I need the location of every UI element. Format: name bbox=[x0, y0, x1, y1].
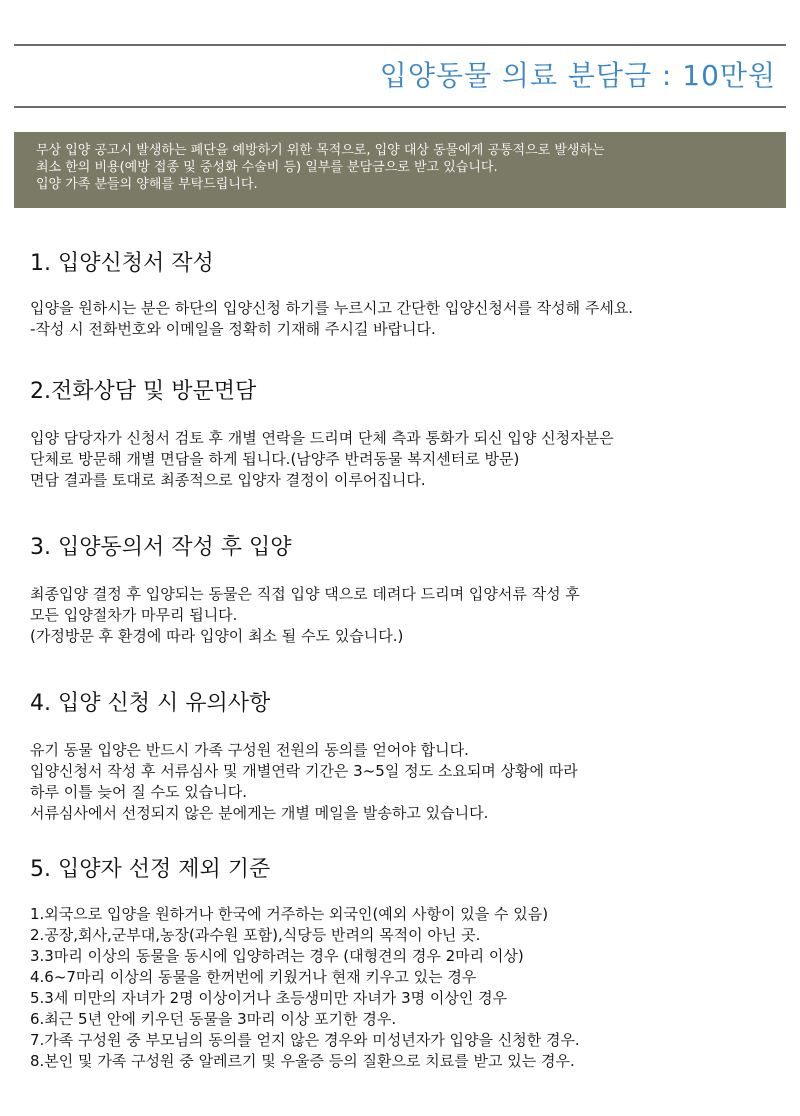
page-title: 입양동물 의료 분담금 : 10만원 bbox=[379, 59, 776, 92]
section-body-adoption-agreement bbox=[30, 584, 580, 647]
list-item: 1.외국으로 입양을 원하거나 한국에 거주하는 외국인(예외 사항이 있을 수 있음) bbox=[30, 905, 549, 923]
section-body-phone-interview bbox=[30, 428, 614, 491]
body-line: 모든 입양절차가 마무리 됩니다. bbox=[30, 606, 238, 624]
list-item: 3.3마리 이상의 동물을 동시에 입양하려는 경우 (대형견의 경우 2마리 이상) bbox=[30, 947, 524, 965]
section-title-phone-interview: 2.전화상담 및 방문면담 bbox=[30, 379, 257, 404]
body-line: 서류심사에서 선정되지 않은 분에게는 개별 메일을 발송하고 있습니다. bbox=[30, 804, 489, 822]
list-item: 6.최근 5년 안에 키우던 동물을 3마리 이상 포기한 경우. bbox=[30, 1010, 397, 1028]
header-bottom-divider bbox=[14, 106, 786, 108]
section-body-precautions bbox=[30, 740, 578, 824]
body-line: 입양 담당자가 신청서 검토 후 개별 연락을 드리며 단체 측과 통화가 되신 입양 신청자분은 bbox=[30, 429, 614, 447]
section-title-exclusion-criteria: 5. 입양자 선정 제외 기준 bbox=[30, 857, 271, 882]
list-item: 8.본인 및 가족 구성원 중 알레르기 및 우울증 등의 질환으로 치료를 받고 있는 경우. bbox=[30, 1052, 575, 1070]
notice-box bbox=[14, 132, 786, 208]
section-title-adoption-agreement: 3. 입양동의서 작성 후 입양 bbox=[30, 535, 292, 560]
list-item: 7.가족 구성원 중 부모님의 동의를 얻지 않은 경우와 미성년자가 입양을 신청한 경우. bbox=[30, 1031, 580, 1049]
section-body-exclusion-criteria bbox=[30, 904, 580, 1072]
list-item: 2.공장,회사,군부대,농장(과수원 포함),식당등 반려의 목적이 아닌 곳. bbox=[30, 926, 481, 944]
section-title-precautions: 4. 입양 신청 시 유의사항 bbox=[30, 691, 271, 716]
body-line: 최종입양 결정 후 입양되는 동물은 직접 입양 댁으로 데려다 드리며 입양서류 작성 후 bbox=[30, 585, 580, 603]
body-line: (가정방문 후 환경에 따라 입양이 최소 될 수도 있습니다.) bbox=[30, 627, 404, 645]
section-body-application-form bbox=[30, 298, 633, 340]
body-line: 단체로 방문해 개별 면담을 하게 됩니다.(남양주 반려동물 복지센터로 방문) bbox=[30, 450, 520, 468]
header-top-divider bbox=[14, 44, 786, 46]
section-title-application-form: 1. 입양신청서 작성 bbox=[30, 251, 214, 276]
body-line: 하루 이틀 늦어 질 수도 있습니다. bbox=[30, 783, 247, 801]
body-line: 입양신청서 작성 후 서류심사 및 개별연락 기간은 3~5일 정도 소요되며 상황에 따라 bbox=[30, 762, 578, 780]
body-line: 면담 결과를 토대로 최종적으로 입양자 결정이 이루어집니다. bbox=[30, 471, 426, 489]
body-line: 유기 동물 입양은 반드시 가족 구성원 전원의 동의를 얻어야 합니다. bbox=[30, 741, 469, 759]
body-line: -작성 시 전화번호와 이메일을 정확히 기재해 주시길 바랍니다. bbox=[30, 320, 436, 338]
notice-line: 최소 한의 비용(예방 접종 및 중성화 수술비 등) 일부를 분담금으로 받고 있습니다. bbox=[36, 160, 498, 175]
list-item: 5.3세 미만의 자녀가 2명 이상이거나 초등생미만 자녀가 3명 이상인 경우 bbox=[30, 989, 508, 1007]
body-line: 입양을 원하시는 분은 하단의 입양신청 하기를 누르시고 간단한 입양신청서를 작성해 주세요. bbox=[30, 299, 634, 317]
notice-line: 입양 가족 분들의 양해를 부탁드립니다. bbox=[36, 177, 258, 192]
notice-line: 무상 입양 공고시 발생하는 폐단을 예방하기 위한 목적으로, 입양 대상 동물에게 공통적으로 발생하는 bbox=[36, 143, 605, 158]
list-item: 4.6~7마리 이상의 동물을 한꺼번에 키웠거나 현재 키우고 있는 경우 bbox=[30, 968, 477, 986]
